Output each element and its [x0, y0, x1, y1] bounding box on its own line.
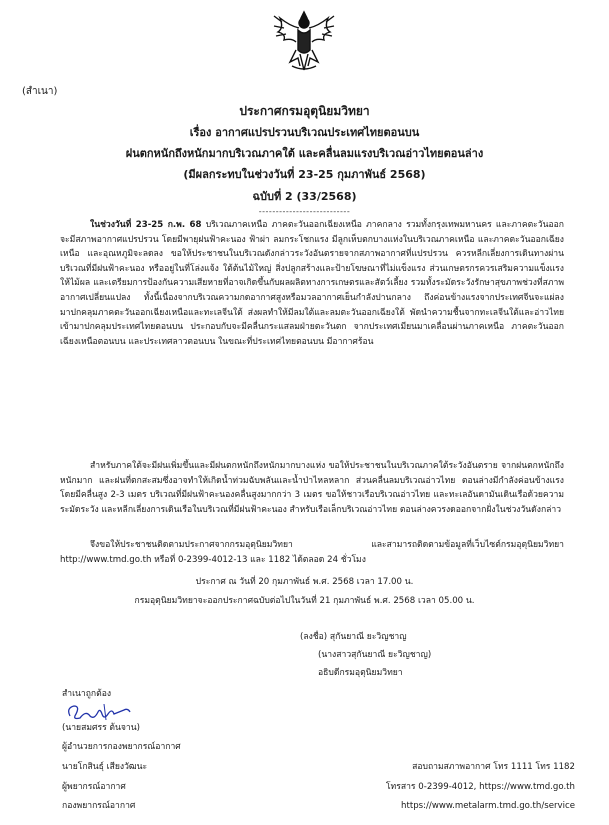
paragraph-1-body: บริเวณภาคเหนือ ภาคตะวันออกเฉียงเหนือ ภาคกลาง รวมทั้งกรุงเทพมหานคร และภาคตะวันออก จะมีสภาพอากาศแปรปรวน โดยมีพายุฝนฟ้าคะนอง ฟ้าผ่า ลมกระโชกแรง มีลูกเห็บตกบางแห่งในบริเวณภาคเหนือ และภาคตะวันออกเฉียงเหนือ และอุณหภูมิจะลดลง ขอให้ประชาชนในบริเวณดังกล่าวระวังอันตรายจากสภาพอากาศที่แปรปรวน ควรหลีกเลี่ยงการเดินทางผ่านบริเวณที่มีฝนฟ้าคะนอง หรืออยู่ในที่โล่งแจ้ง ใต้ต้นไม้ใหญ่ สิ่งปลูกสร้างและป้ายโฆษณาที่ไม่แข็งแรง ส่วนเกษตรกรควรเสริมความแข็งแรงให้ไม้ผล และเตรียมการป้องกันความเสียหายที่อาจเกิดขึ้นกับผลผลิตทางการเกษตรและสัตว์เลี้ยง รวมทั้งระมัดระวังรักษาสุขภาพช่วงที่สภาพอากาศเปลี่ยนแปลง ทั้งนี้เนื่องจากบริเวณความกดอากาศสูงหรือมวลอากาศเย็นกำลังปานกลาง ถึงค่อนข้างแรงจากประเทศจีนจะแผ่ลงมาปกคลุมภาคตะวันออกเฉียงเหนือและทะเลจีนใต้ ส่งผลทำให้มีลมใต้และลมตะวันออกเฉียงใต้ พัดนำความชื้นจากทะเลจีนใต้และอ่าวไทย เข้ามาปกคลุมประเทศไทยตอนบน ประกอบกับจะมีคลื่นกระแสลมฝ่ายตะวันตก จากประเทศเมียนมาเคลื่อนผ่านภาคเหนือ ภาคตะวันออกเฉียงเหนือตอนบน และประเทศลาวตอนบน ในขณะที่ประเทศไทยตอนบน มีอากาศร้อน [60, 220, 565, 347]
issued-datetime: ประกาศ ณ วันที่ 20 กุมภาพันธ์ พ.ศ. 2568 เวลา 17.00 น. [195, 577, 414, 587]
certifier-position: ผู้อำนวยการกองพยากรณ์อากาศ [62, 742, 181, 752]
garuda-emblem-icon [270, 6, 338, 76]
announcement-subtitle: ฝนตกหนักถึงหนักมากบริเวณภาคใต้ และคลื่นลมแรงบริเวณอ่าวไทยตอนล่าง [125, 147, 484, 160]
paragraph-2: สำหรับภาคใต้จะมีฝนเพิ่มขึ้นและมีฝนตกหนักถึงหนักมากบางแห่ง ขอให้ประชาชนในบริเวณภาคใต้ระวังอันตราย จากฝนตกหนักถึงหนักมาก และฝนที่ตกสะสมซึ่งอาจทำให้เกิดน้ำท่วมฉับพลันและน้ำป่าไหลหลาก ส่วนคลื่นลมบริเวณอ่าวไทย ตอนล่างมีกำลังค่อนข้างแรง โดยมีคลื่นสูง 2-3 เมตร บริเวณที่มีฝนฟ้าคะนองคลื่นสูงมากกว่า 3 เมตร ขอให้ชาวเรือบริเวณอ่าวไทย และทะเลอันดามันเดินเรือด้วยความระมัดระวัง และหลีกเลี่ยงการเดินเรือในบริเวณที่มีฝนฟ้าคะนอง สำหรับเรือเล็กบริเวณอ่าวไทย ตอนล่างควรงดออกจากฝั่งในช่วงวันดังกล่าว [60, 461, 564, 515]
forecaster-division: กองพยากรณ์อากาศ [62, 801, 136, 811]
contact-service-url: https://www.metalarm.tmd.go.th/service [401, 801, 575, 811]
contact-phone: สอบถามสภาพอากาศ โทร 1111 โทร 1182 [412, 762, 575, 772]
paragraph-1-lead: ในช่วงวันที่ 23-25 ก.พ. 68 [90, 220, 202, 230]
paragraph-3: จึงขอให้ประชาชนติดตามประกาศจากกรมอุตุนิยมวิทยา และสามารถติดตามข้อมูลที่เว็บไซต์กรมอุตุนิยมวิทยา http://www.tmd.go.th หรือที่ 0-2399-4012-13 และ 1182 ได้ตลอด 24 ชั่วโมง [60, 540, 564, 565]
separator-line: --------------------------- [258, 207, 351, 216]
signatory-name: (นางสาวสุกันยาณี ยะวิญชาญ) [318, 650, 432, 660]
contact-fax-website: โทรสาร 0-2399-4012, https://www.tmd.go.th [385, 782, 575, 792]
announcement-subject: เรื่อง อากาศแปรปรวนบริเวณประเทศไทยตอนบน [189, 126, 420, 139]
signatory-title: อธิบดีกรมอุตุนิยมวิทยา [318, 668, 403, 678]
certified-copy-label: สำเนาถูกต้อง [62, 689, 112, 699]
effective-period: (มีผลกระทบในช่วงวันที่ 23-25 กุมภาพันธ์ 2568) [183, 168, 426, 181]
forecaster-role: ผู้พยากรณ์อากาศ [62, 782, 126, 792]
copy-label: (สำเนา) [22, 86, 58, 97]
paragraph-1 [60, 218, 564, 349]
signed-by: (ลงชื่อ) สุกันยาณี ยะวิญชาญ [300, 632, 407, 642]
forecaster-name: นายโกสินธุ์ เสียงวัฒนะ [62, 762, 148, 772]
certifier-name: (นายสมศรร ต้นจาน) [62, 723, 140, 733]
issue-number: ฉบับที่ 2 (33/2568) [252, 190, 357, 203]
next-issue-notice: กรมอุตุนิยมวิทยาจะออกประกาศฉบับต่อไปในวันที่ 21 กุมภาพันธ์ พ.ศ. 2568 เวลา 05.00 น. [134, 596, 475, 606]
announcement-title: ประกาศกรมอุตุนิยมวิทยา [239, 104, 370, 118]
